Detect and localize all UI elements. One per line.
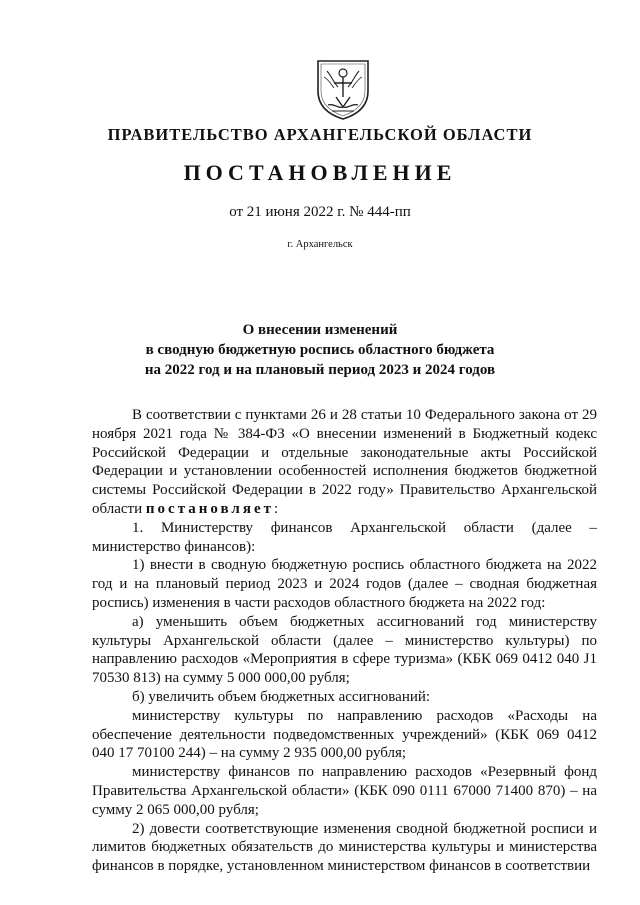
paragraph: 1) внести в сводную бюджетную роспись областного бюджета на 2022 год и на плановый период 2023 и 2024 годов (далее – сводная бюджетная роспись) изменения в части расходов областного бюджета на 2022 год:: [92, 557, 597, 611]
coat-of-arms-icon: [314, 57, 372, 121]
subject-line: О внесении изменений: [242, 322, 398, 338]
preamble-colon: :: [274, 500, 279, 517]
paragraph: министерству финансов по направлению расходов «Резервный фонд Правительства Архангельской области» (КБК 090 0111 67000 71400 870) – на сумму 2 065 000,00 рубля;: [92, 764, 597, 818]
date-and-number: от 21 июня 2022 г. № 444-пп: [229, 204, 411, 220]
document-subject: [0, 320, 640, 380]
document-body: [92, 406, 597, 876]
paragraph: 1. Министерству финансов Архангельской области (далее – министерство финансов):: [92, 519, 597, 555]
resolves-keyword: постановляет: [145, 500, 274, 517]
organization-title: ПРАВИТЕЛЬСТВО АРХАНГЕЛЬСКОЙ ОБЛАСТИ: [107, 125, 533, 144]
paragraph: министерству культуры по направлению расходов «Расходы на обеспечение деятельности подведомственных учреждений» (КБК 069 0412 040 17 70100 244) – на сумму 2 935 000,00 рубля;: [92, 707, 597, 762]
subject-line: в сводную бюджетную роспись областного бюджета: [145, 342, 495, 358]
paragraph-preamble: [92, 406, 597, 519]
paragraph: 2) довести соответствующие изменения сводной бюджетной росписи и лимитов бюджетных обязательств до министерства культуры и министерства финансов в порядке, установленном министерством финансов в соответствии: [92, 820, 597, 875]
paragraph: а) уменьшить объем бюджетных ассигнований год министерству культуры Архангельской области (далее – министерство культуры) по направлению расходов «Мероприятия в сфере туризма» (КБК 069 0412 040 J1 70530 813) на сумму 5 000 000,00 рубля;: [92, 613, 597, 687]
subject-line: на 2022 год и на плановый период 2023 и 2024 годов: [144, 362, 496, 378]
paragraph: б) увеличить объем бюджетных ассигнований:: [132, 688, 431, 705]
document-type: ПОСТАНОВЛЕНИЕ: [183, 160, 457, 185]
preamble-text: В соответствии с пунктами 26 и 28 статьи 10 Федерального закона от 29 ноября 2021 года № 384-ФЗ «О внесении изменений в Бюджетный кодекс Российской Федерации и отдельные законодательные акты Российской Федерации и установлении особенностей исполнения бюджетов бюджетной системы Российской Федерации в 2022 году» Правительство Архангельской области: [92, 407, 597, 517]
city: г. Архангельск: [287, 239, 353, 250]
